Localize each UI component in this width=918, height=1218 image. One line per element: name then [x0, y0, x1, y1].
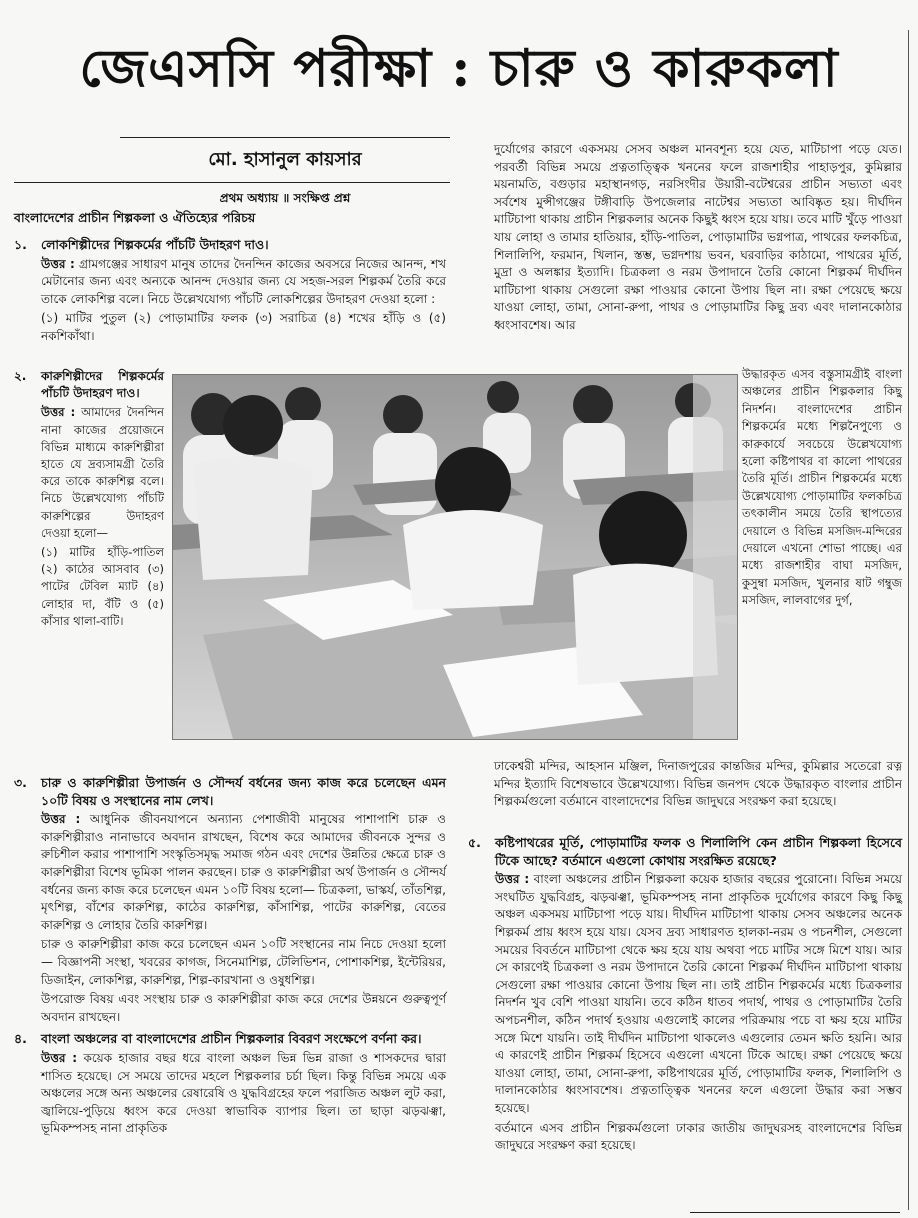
author-byline: মো. হাসানুল কায়সার: [208, 149, 362, 170]
answer-text: আধুনিক জীবনযাপনে অন্যান্য পেশাজীবী মানুষের পাশাপাশি চারু ও কারুশিল্পীরাও নানাভাবে অবদান রাখছেন, বিশেষ করে আমাদের জীবনকে সুন্দর ও রুচিশীল করার পাশাপাশি সংস্কৃতিসমৃদ্ধ সমাজ গঠন এবং দেশের উন্নতির ক্ষেত্রে চারু ও কারুশিল্পীরা বিশেষ ভূমিকা পালন করছেন। চারু ও কারুশিল্পীরা অর্থ উপার্জন ও সৌন্দর্য বর্ধনের জন্য কাজ করে চলেছেন এমন ১০টি বিষয় হলো— চিত্রকলা, ভাস্কর্য, তাঁতশিল্প, মৃৎশিল্প, বাঁশের কারুশিল্প, কাঠের কারুশিল্প, কাঁসাশিল্প, পাটের কারুশিল্প, বেতের কারুশিল্প ও লোহার তৈরি কারুশিল্প।: [41, 812, 446, 932]
question-1-block: [14, 234, 446, 348]
question-text: বাংলা অঞ্চলের বা বাংলাদেশের প্রাচীন শিল্পকলার বিবরণ সংক্ষেপে বর্ণনা কর।: [41, 1031, 422, 1047]
answer-text: বাংলা অঞ্চলের প্রাচীন শিল্পকলা কয়েক হাজার বছরের পুরোনো। বিভিন্ন সময়ে সংঘটিত যুদ্ধবিগ্রহ, ঝড়ঝঞ্ঝা, ভূমিকম্পসহ নানা প্রাকৃতিক দুর্যোগের কারণে কিছু কিছু অঞ্চল একসময় মাটিচাপা পড়ে যায়। দীর্ঘদিন মাটিচাপা থাকায় সেসব অঞ্চলের অনেক শিল্পকর্ম প্রায় ধ্বংস হয়ে যায়। যেসব দ্রব্য সাধারণত হালকা-নরম ও পচনশীল, সেগুলো সময়ের বিবর্তনে মাটিচাপা থেকে ক্ষয় হয়ে যায় অথবা পচে মাটির সঙ্গে মিশে যায়। আর সে কারণেই চিত্রকলা ও নরম উপাদানে তৈরি কোনো শিল্পকর্ম দীর্ঘদিন মাটিচাপা থাকায় সেগুলো রক্ষা পাওয়ার কোনো উপায় ছিল না। তাই প্রাচীন শিল্পকর্মের মধ্যে চিত্রকলার নিদর্শন খুব বেশি পাওয়া যায়নি। তবে কঠিন ধাতব পদার্থ, পাথর ও পোড়ামাটির তৈরি অপচনশীল, কঠিন পদার্থ হওয়ায় এগুলোই কালের পরিক্রমায় পচে বা ক্ষয় হয়ে মাটির সঙ্গে মিশে যায়নি। তাই দীর্ঘদিন মাটিচাপা থাকলেও এগুলোর তেমন ক্ষতি হয়নি। আর এ কারণেই প্রাচীন শিল্পকর্ম হিসেবে এগুলো এখনো টিকে আছে। রক্ষা পেয়েছে ক্ষয়ে যাওয়া লোহা, তামা, সোনা-রুপা, কষ্টিপাথরের মূর্তি, পোড়ামাটির ফলক, শিলালিপি ও দালানকোঠার ধ্বংসাবশেষ। প্রত্নতাত্ত্বিক খননের ফলে এগুলো উদ্ধার করা সম্ভব হয়েছে।: [495, 872, 903, 1115]
answer-list: (১) মাটির হাঁড়ি-পাতিল (২) কাঠের আসবাব (৩) পাটের টেবিল ম্যাট (৪) লোহার দা, বঁটি ও (৫) কাঁসার থালা-বাটি।: [41, 545, 164, 628]
answer-text: গ্রামগঞ্জের সাধারণ মানুষ তাদের দৈনন্দিন কাজের অবসরে নিজের আনন্দ, শখ মেটানোর জন্য এবং অন্যকে আনন্দ দেওয়ার জন্য যে সহজ-সরল শিল্পকর্ম তৈরি করে তাকে লোকশিল্প বলে। নিচে উল্লেখযোগ্য পাঁচটি লোকশিল্পের উদাহরণ দেওয়া হলো :: [41, 256, 446, 306]
question-2-block: [14, 366, 164, 632]
question-5-block: [468, 832, 902, 1157]
answer-label: উত্তর :: [41, 1050, 78, 1065]
question-number: ২.: [14, 369, 27, 383]
author-rule-top: [120, 137, 450, 138]
question-text: লোকশিল্পীদের শিল্পকর্মের পাঁচটি উদাহরণ দাও।: [41, 237, 269, 252]
chapter-heading: প্রথম অধ্যায় ॥ সংক্ষিপ্ত প্রশ্ন: [219, 191, 351, 205]
answer-text: উদ্ধারকৃত এসব বস্তুসামগ্রীই বাংলা অঞ্চলের প্রাচীন শিল্পকলার কিছু নিদর্শন। বাংলাদেশের প্রাচীন শিল্পকর্মের মধ্যে শিল্পনৈপুণ্যে ও কারুকার্যে সবচেয়ে উল্লেখযোগ্য হলো কষ্টিপাথর বা কালো পাথরের তৈরি মূর্তি। প্রাচীন শিল্পকর্মের মধ্যে উল্লেখযোগ্য পোড়ামাটির ফলকচিত্র তৎকালীন সময়ে তৈরি স্থাপত্যের দেয়ালে ও বিভিন্ন মসজিদ-মন্দিরের দেয়ালে এখনো শোভা পাচ্ছে। এর মধ্যে রাজশাহীর বাঘা মসজিদ, কুসুম্বা মসজিদ, খুলনার ষাট গম্বুজ মসজিদ, লালবাগের দুর্গ,: [742, 367, 902, 608]
answer-text: ঢাকেশ্বরী মন্দির, আহসান মঞ্জিল, দিনাজপুরের কান্তজির মন্দির, কুমিল্লার সতেরো রত্ন মন্দির ইত্যাদি বিশেষভাবে উল্লেখযোগ্য। বিভিন্ন জনপদ থেকে উদ্ধারকৃত বাংলার প্রাচীন শিল্পকর্মগুলো বর্তমানে বাংলাদেশের বিভিন্ন জাদুঘরে সংরক্ষণ করা হয়েছে।: [494, 759, 902, 809]
page-edge-line: [908, 30, 909, 1210]
answer-label: উত্তর :: [41, 256, 75, 271]
question-text: চারু ও কারুশিল্পীরা উপার্জন ও সৌন্দর্য বর্ধনের জন্য কাজ করে চলেছেন এমন ১০টি বিষয় ও সংস্থানের নাম লেখ।: [41, 775, 446, 808]
author-rule-bottom: [14, 182, 450, 183]
question-number: ৫.: [468, 835, 481, 850]
question-3-block: [14, 772, 446, 1140]
answer-paragraph: চারু ও কারুশিল্পীরা কাজ করে চলেছেন এমন ১০টি সংস্থানের নাম নিচে দেওয়া হলো— বিজ্ঞাপনী সংস্থা, খবরের কাগজ, সিনেমাশিল্প, টেলিভিশন, পোশাকশিল্প, ইন্টেরিয়র, ডিজাইন, লোকশিল্প, কারুশিল্প, শিল্প-কারখানা ও ওষুধশিল্প।: [41, 937, 446, 987]
question-number: ১.: [14, 237, 27, 252]
article-title: জেএসসি পরীক্ষা : চারু ও কারুকলা: [79, 38, 839, 99]
answer-paragraph: বর্তমানে এসব প্রাচীন শিল্পকর্মগুলো ঢাকার জাতীয় জাদুঘরসহ বাংলাদেশের বিভিন্ন জাদুঘরে সংরক্ষণ করা হয়েছে।: [495, 1120, 902, 1153]
footer-rule: [690, 1212, 900, 1213]
subject-heading: বাংলাদেশের প্রাচীন শিল্পকলা ও ঐতিহ্যের পরিচয়: [14, 210, 256, 225]
question-number: ৪.: [14, 1031, 27, 1047]
answer-text: দুর্যোগের কারণে একসময় সেসব অঞ্চল মানবশূন্য হয়ে যেত, মাটিচাপা পড়ে যেত। পরবর্তী বিভিন্ন সময়ে প্রত্নতাত্ত্বিক খননের ফলে রাজশাহীর পাহাড়পুর, কুমিল্লার ময়নামতি, বগুড়ার মহাস্থানগড়, নরসিংদীর উয়ারী-বটেশ্বরের প্রাচীন সভ্যতা এবং সর্বশেষ মুন্সীগঞ্জের টঙ্গীবাড়ি উপজেলার নাটেশ্বর সভ্যতা আবিষ্কৃত হয়। দীর্ঘদিন মাটিচাপা থাকায় প্রাচীন শিল্পকলার অনেক কিছুই ধ্বংস হয়ে যায়। তবে মাটি খুঁড়ে পাওয়া যায় লোহা ও তামার হাতিয়ার, হাঁড়ি-পাতিল, পোড়ামাটির ভগ্নপাত্র, পাথরের ফলকচিত্র, শিলালিপি, ফরমান, খিলান, স্তম্ভ, ভগ্নদশায় ভবন, ঘরবাড়ির কাঠামো, পাথরের মূর্তি, মুদ্রা ও অলঙ্কার ইত্যাদি। চিত্রকলা ও নরম উপাদানে তৈরি কোনো শিল্পকর্ম দীর্ঘদিন মাটিচাপা থাকায় সেগুলো রক্ষা পাওয়ার কোনো উপায় ছিল না। রক্ষা পেয়েছে ক্ষয়ে যাওয়া লোহা, তামা, সোনা-রুপা, পাথর ও পোড়ামাটির কিছু দ্রব্য এবং দালানকোঠার ধ্বংসাবশেষ। আর: [494, 142, 902, 332]
question-text: কষ্টিপাথরের মূর্তি, পোড়ামাটির ফলক ও শিলালিপি কেন প্রাচীন শিল্পকলা হিসেবে টিকে আছে? বর্তমানে এগুলো কোথায় সংরক্ষিত রয়েছে?: [495, 835, 902, 868]
answer-label: উত্তর :: [41, 405, 76, 420]
answer-text: কয়েক হাজার বছর ধরে বাংলা অঞ্চল ভিন্ন ভিন্ন রাজা ও শাসকদের দ্বারা শাসিত হয়েছে। সে সময়ে তাদের মহলে শিল্পকলার চর্চা ছিল। কিন্তু বিভিন্ন সময়ে এক অঞ্চলের সঙ্গে অন্য অঞ্চলের রেষারেষি ও যুদ্ধবিগ্রহের ফলে পরাজিত অঞ্চল লুট করা, জ্বালিয়ে-পুড়িয়ে ধ্বংস করে দেওয়া স্বাভাবিক ব্যাপার ছিল। তা ছাড়া ঝড়ঝঞ্ঝা, ভূমিকম্পসহ নানা প্রাকৃতিক: [41, 1050, 446, 1136]
answer-list: (১) মাটির পুতুল (২) পোড়ামাটির ফলক (৩) সরাচিত্র (৪) শখের হাঁড়ি ও (৫) নকশিকাঁথা।: [41, 311, 446, 343]
question-number: ৩.: [14, 775, 27, 790]
answer-label: উত্তর :: [41, 812, 81, 827]
answer-label: উত্তর :: [495, 872, 530, 887]
question-4-continued-bottom: [494, 758, 902, 813]
exam-hall-photo: [172, 374, 738, 740]
answer-paragraph: উপরোক্ত বিষয় এবং সংস্থায় চারু ও কারুশিল্পীরা কাজ করে দেশের উন্নয়নে গুরুত্বপূর্ণ অবদান রাখছেন।: [41, 992, 446, 1024]
question-text: কারুশিল্পীদের শিল্পকর্মের পাঁচটি উদাহরণ দাও।: [41, 369, 164, 401]
answer-text: আমাদের দৈনন্দিন নানা কাজের প্রয়োজনে বিভিন্ন মাধ্যমে কারুশিল্পীরা হাতে যে দ্রব্যসামগ্রী তৈরি করে তাকে কারুশিল্প বলে। নিচে উল্লেখযোগ্য পাঁচটি কারুশিল্পের উদাহরণ দেওয়া হলো—: [41, 405, 164, 540]
question-4-continued-side: [742, 366, 902, 612]
question-4-continued-top: [494, 141, 902, 337]
